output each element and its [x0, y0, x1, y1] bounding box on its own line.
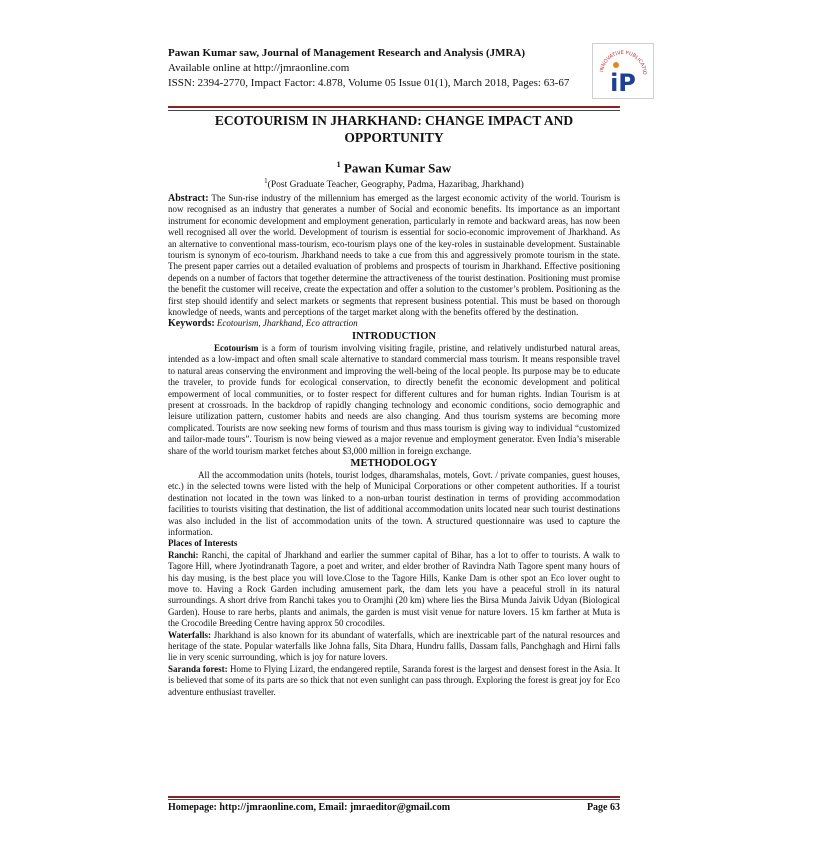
logo-arc-text: INNOVATIVE PUBLICATIO — [599, 49, 648, 75]
journal-name: Pawan Kumar saw, Journal of Management Research and Analysis (JMRA) — [168, 47, 526, 59]
author-sup: 1 — [336, 160, 341, 169]
affiliation-text: (Post Graduate Teacher, Geography, Padma, Hazaribag, Jharkhand) — [267, 180, 524, 191]
place-label: Ranchi: — [168, 549, 199, 560]
place-waterfalls — [168, 630, 620, 664]
place-label: Saranda forest: — [168, 663, 228, 674]
place-text: Home to Flying Lizard, the endangered reptile, Saranda forest is the largest and densest forest in the Asia. It is believed that some of its parts are so thick that not even sunlight can pass through. Exploring the forest is great joy for Eco adventure enthusiast traveller. — [168, 663, 620, 697]
paper-title: ECOTOURISM IN JHARKHAND: CHANGE IMPACT AND OPPORTUNITY — [214, 113, 574, 145]
places-heading: Places of Interests — [168, 538, 238, 549]
footer-rule — [168, 796, 620, 798]
logo-letters: iP — [610, 69, 636, 97]
abstract-label: Abstract: — [168, 193, 209, 204]
place-label: Waterfalls: — [168, 629, 211, 640]
footer-homepage: Homepage: http://jmraonline.com, Email: jmraeditor@gmail.com — [168, 802, 451, 813]
introduction-paragraph — [168, 343, 620, 457]
methodology-paragraph: All the accommodation units (hotels, tourist lodges, dharamshalas, motels, Govt. / private companies, guest houses, etc.) in the selected towns were listed with the help of Municipal Corporations or other competent authorities. If a tourist destination not located in the town was linked to a non-urban tourist destination in terms of providing accommodation facilities to tourists visiting that destination, the list of additional accommodation units located near such tourist destinations was also included in the list of accommodation units of the town. A structured questionnaire was used to capture the information. — [168, 469, 620, 537]
keywords — [168, 318, 620, 329]
place-saranda — [168, 664, 620, 698]
place-text: Jharkhand is also known for its abundant of waterfalls, which are inextricable part of the natural resources and heritage of the state. Popular waterfalls like Johna falls, Sita Dhara, Hundru fallls, Dassam falls, Panchghagh and Hirni falls lie in very scenic surrounding, which is joy for nature lovers. — [168, 629, 620, 663]
issn-line: ISSN: 2394-2770, Impact Factor: 4.878, Volume 05 Issue 01(1), March 2018, Pages: 63-67 — [168, 77, 570, 89]
affiliation-line — [168, 177, 620, 190]
introduction-lead: Ecotourism — [214, 342, 259, 353]
footer-rule-thin — [168, 799, 620, 800]
place-ranchi — [168, 550, 620, 630]
place-text: Ranchi, the capital of Jharkhand and earlier the summer capital of Bihar, has a lot to offer to tourists. A walk to Tagore Hill, where Jyotindranath Tagore, a poet and writer, and elder brother of Ravindra Nath Tagore spent many hours of his day musing, is the best place you will love.Close to the Tagore Hills, Kanke Dam is other spot an Eco lover ought to move to. Having a Rock Garden including amusement park, the dam lets you have a peaceful stroll in its natural surroundings. A short drive from Ranchi takes you to Oramjhi (20 km) where lies the Birsa Munda Jaivik Udyan (Biological Garden). House to rare herbs, plants and animals, the garden is must visit venue for nature lovers. 15 km farther at Muta is the Crocodile Breeding Centre having approx 50 crocodiles. — [168, 549, 620, 629]
page-footer — [168, 802, 620, 813]
keywords-label: Keywords: — [168, 318, 215, 330]
header-rule-thin — [168, 110, 620, 111]
paper-body — [168, 193, 620, 698]
keywords-text: Ecotourism, Jharkhand, Eco attraction — [216, 318, 358, 329]
author-line — [168, 160, 620, 176]
header-rule — [168, 106, 620, 108]
ip-logo-icon — [593, 44, 653, 98]
introduction-text: is a form of tourism involving visiting fragile, pristine, and relatively undisturbed natural areas, intended as a low-impact and often small scale alternative to standard commercial mass tourism. It means responsible travel to natural areas conserving the environment and improving the well-being of the local people. Its purpose may be to educate the traveler, to provide funds for ecological conservation, to directly benefit the economic development and political empowerment of local communities, or to foster respect for different cultures and for human rights. Indian Tourism is at present at crossroads. In the backdrop of rapidly changing technology and economic conditions, socio demographic and leisure utilization pattern, customer habits and needs are also changing. And thus tourism systems are becoming more complicated. Tourists are now seeking new forms of tourism and thus mass tourism is giving way to individual “customized and tailor-made tours”. Tourism is now being viewed as a major revenue and employment generator. Even India’s miserable share of the world tourism market fetches about $3,000 million in foreign exchange. — [168, 342, 620, 456]
introduction-heading: INTRODUCTION — [351, 330, 436, 342]
journal-header — [168, 46, 588, 91]
methodology-heading: METHODOLOGY — [350, 457, 438, 469]
author-name: Pawan Kumar Saw — [343, 160, 452, 176]
affiliation-sup: 1 — [264, 177, 268, 185]
available-online: Available online at http://jmraonline.com — [168, 62, 350, 74]
publisher-logo — [592, 43, 654, 99]
abstract-text: The Sun-rise industry of the millennium has emerged as the largest economic activity of the world. Tourism is now recognised as an industry that generates a number of Social and economic benefits. Its importance as an important instrument for economic development and employment generation, particularly in remote and backward areas, has now been well recognised all over the world. Development of tourism is essential for socio-economic improvement of Jharkhand. As an alternative to conventional mass-tourism, eco-tourism plays one of the key-roles in sustainable development. Sustainable tourism is synonym of eco-tourism. Jharkhand needs to take a cue from this and aggressively promote tourism in the state. The present paper carries out a detailed evaluation of problems and prospects of tourism in Jharkhand. Effective positioning depends on a number of factors that together determine the attractiveness of the tourist destination. Positioning must promise the benefit the customer will receive, create the expectation and offer a solution to the customer’s problem. Positioning as the first step should identify and select markets or segments that represent business potential. This must be based on thorough knowledge of needs, wants and perceptions of the target market along with the benefits offered by the destination. — [168, 193, 621, 318]
abstract — [168, 193, 620, 318]
page-number: Page 63 — [586, 802, 620, 813]
